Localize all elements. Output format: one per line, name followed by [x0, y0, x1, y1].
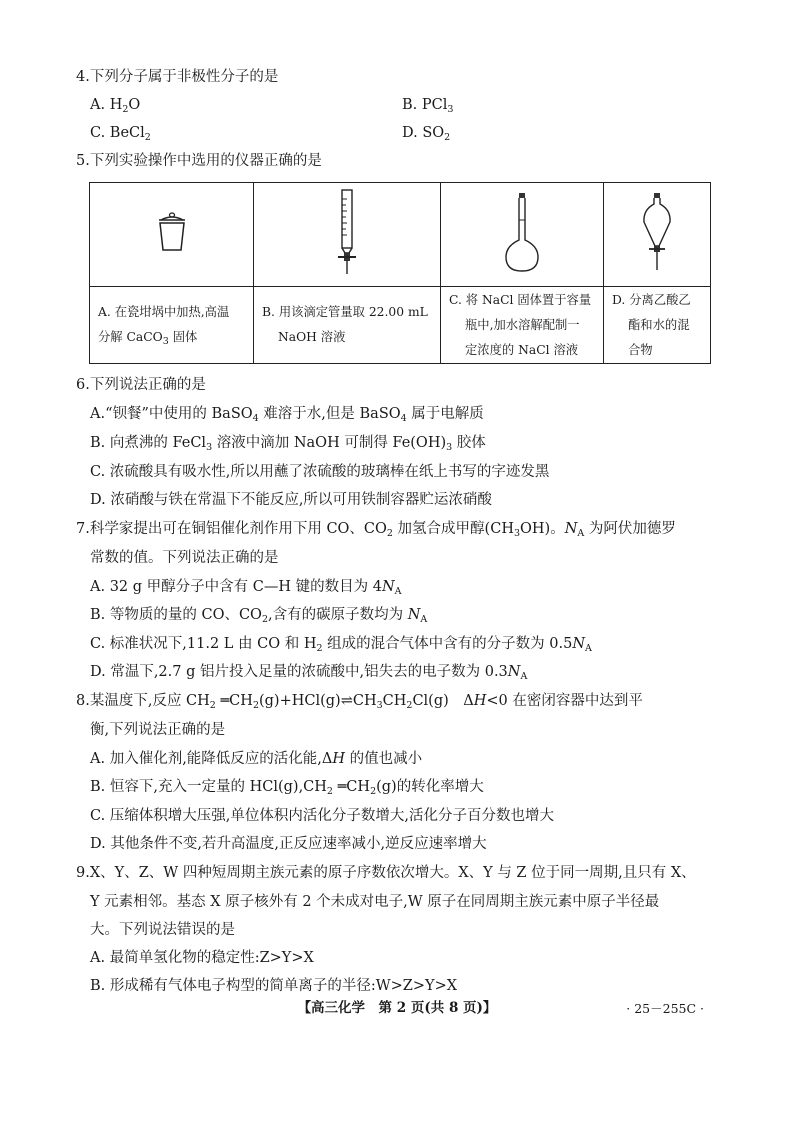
q9-stem-line3: 大。下列说法错误的是: [90, 922, 235, 938]
exam-code: · 25－255C ·: [626, 1001, 704, 1016]
q6-option-c: C. 浓硫酸具有吸水性,所以用蘸了浓硫酸的玻璃棒在纸上书写的字迹发黑: [90, 464, 550, 480]
volumetric-flask-cell: [441, 183, 604, 287]
q8-stem-line1: 8.某温度下,反应 $CH_2$ $═CH_2(g)+HCl(g)\rightleftharpoons CH_3CH_2Cl(g)$ ΔH<0 在密闭容器中达到平: [76, 693, 643, 711]
q4-stem: 4.下列分子属于非极性分子的是: [76, 69, 279, 85]
q7-option-d: D. 常温下,2.7 g 铝片投入足量的浓硫酸中,铝失去的电子数为 $0.3N_A$: [90, 664, 528, 682]
q4-option-c: C. BeCl$_2$: [90, 125, 151, 143]
q7-stem-line2: 常数的值。下列说法正确的是: [90, 550, 279, 566]
q6-option-d: D. 浓硝酸与铁在常温下不能反应,所以可用铁制容器贮运浓硝酸: [90, 492, 492, 508]
q6-option-a: A.“钡餐”中使用的 BaSO$_4$ 难溶于水,但是 BaSO$_4$ 属于电解质: [90, 406, 484, 424]
q5-option-a: A. 在瓷坩埚中加热,高温 分解 CaCO$_3$ 固体: [90, 287, 254, 364]
q4-option-b: B. PCl$_3$: [402, 97, 454, 115]
q8-option-c: C. 压缩体积增大压强,单位体积内活化分子数增大,活化分子百分数也增大: [90, 808, 555, 824]
separatory-funnel-cell: [604, 183, 711, 287]
q8-option-d: D. 其他条件不变,若升高温度,正反应速率减小,逆反应速率增大: [90, 836, 487, 852]
q7-option-a: A. 32 g 甲醇分子中含有 C—H 键的数目为 $4N_A$: [90, 579, 402, 597]
q8-stem-line2: 衡,下列说法正确的是: [90, 722, 226, 738]
q4-option-a: A. $H_2O$: [90, 97, 141, 115]
page-footer: 【高三化学 第 2 页(共 8 页)】: [297, 1000, 497, 1016]
q5-option-d: D. 分离乙酸乙 酯和水的混 合物: [604, 287, 711, 364]
q9-stem-line2: Y 元素相邻。基态 X 原子核外有 2 个未成对电子,W 原子在同周期主族元素中原子半径最: [90, 894, 660, 910]
instrument-table: [89, 182, 711, 364]
q9-stem-line1: 9.X、Y、Z、W 四种短周期主族元素的原子序数依次增大。X、Y 与 Z 位于同一周期,且只有 X、: [76, 865, 696, 881]
q6-stem: 6.下列说法正确的是: [76, 377, 206, 393]
q5-option-b: B. 用该滴定管量取 22.00 mL NaOH 溶液: [254, 287, 441, 364]
q8-option-b: B. 恒容下,充入一定量的 $HCl(g),CH_2$ $═CH_2(g)$的转化率增大: [90, 779, 484, 797]
q7-option-c: C. 标准状况下,11.2 L 由 CO 和 $H_2$ 组成的混合气体中含有的分子数为 $0.5N_A$: [90, 636, 592, 654]
crucible-cell: [90, 183, 254, 287]
separatory-funnel-icon: [637, 190, 677, 274]
q7-stem-line1: 7.科学家提出可在铜铝催化剂作用下用 CO、$CO_2$ 加氢合成甲醇$(CH_3OH)$。$N_A$ 为阿伏加德罗: [76, 521, 676, 539]
q5-stem: 5.下列实验操作中选用的仪器正确的是: [76, 153, 322, 169]
burette-icon: [327, 187, 367, 277]
q5-option-c: C. 将 NaCl 固体置于容量 瓶中,加水溶解配制一 定浓度的 NaCl 溶液: [441, 287, 604, 364]
q7-option-b: B. 等物质的量的 CO、$CO_2$,含有的碳原子数均为 $N_A$: [90, 607, 428, 625]
q6-option-b: B. 向煮沸的 FeCl$_3$ 溶液中滴加 NaOH 可制得 $Fe(OH)_3$ 胶体: [90, 435, 486, 453]
q8-option-a: A. 加入催化剂,能降低反应的活化能,ΔH 的值也减小: [90, 751, 423, 767]
q9-option-b: B. 形成稀有气体电子构型的简单离子的半径:W>Z>Y>X: [90, 978, 458, 994]
volumetric-flask-icon: [500, 190, 544, 274]
burette-cell: [254, 183, 441, 287]
q9-option-a: A. 最简单氢化物的稳定性:Z>Y>X: [90, 950, 314, 966]
q4-option-d: D. $SO_2$: [402, 125, 451, 143]
crucible-icon: [152, 210, 192, 254]
